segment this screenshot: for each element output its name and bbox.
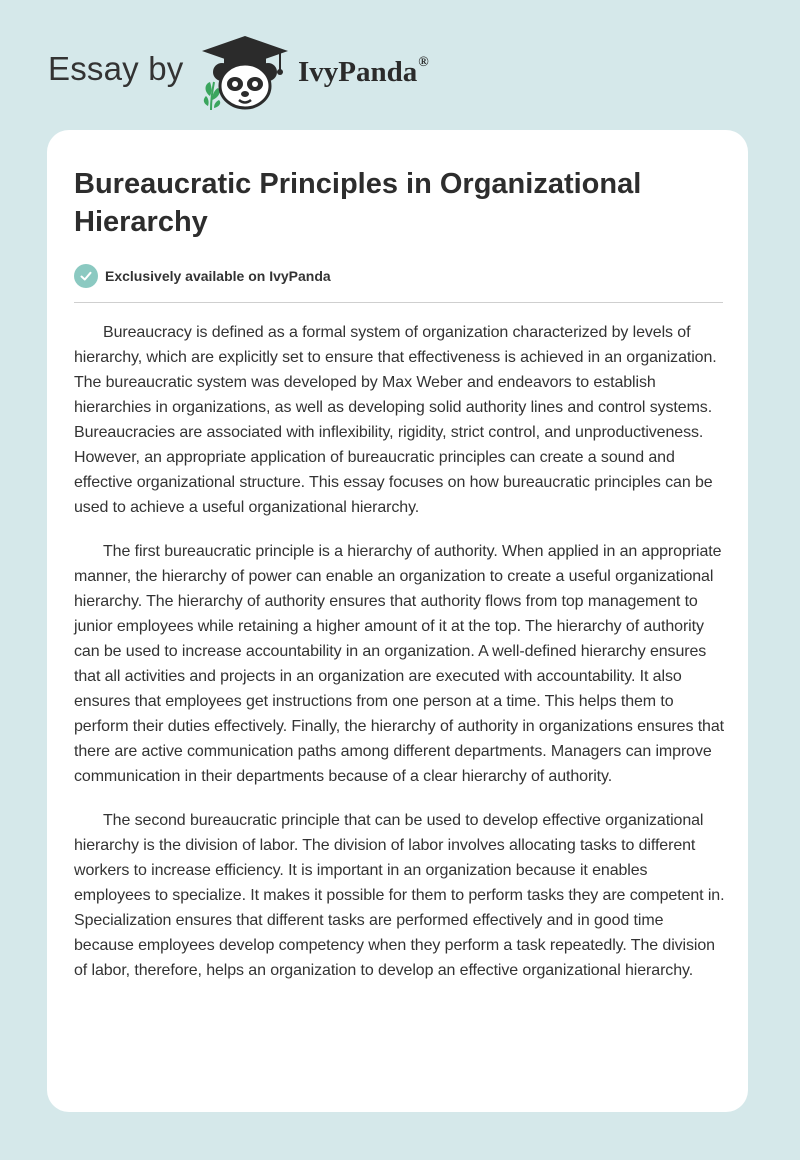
panda-graduate-icon[interactable] — [200, 34, 290, 110]
site-header — [48, 30, 548, 110]
paragraph: The second bureaucratic principle that can be used to develop effective organizational hierarchy is the division of labor. The division of labor involves allocating tasks to different workers to increase efficiency. It is important in an organization because it enables employees to specialize. It makes it possible for them to perform tasks they are competent in. Specialization ensures that different tasks are performed effectively and in good time because employees develop competency when they perform a task repeatedly. The division of labor, therefore, helps an organization to develop an effective organizational hierarchy. — [74, 812, 725, 979]
paragraph: The first bureaucratic principle is a hierarchy of authority. When applied in an appropriate manner, the hierarchy of power can enable an organization to create a useful organizational hierarchy. The hierarchy of authority ensures that authority flows from top management to junior employees while retaining a higher amount of it at the top. The hierarchy of authority can be used to increase accountability in an organization. A well-defined hierarchy ensures that all activities and projects in an organization are executed with accountability. It also ensures that employees get instructions from one person at a time. This helps them to perform their duties effectively. Finally, the hierarchy of authority in organizations ensures that there are active communication paths among different departments. Managers can improve communication in their departments because of a clear hierarchy of authority. — [74, 543, 724, 785]
essay-body — [74, 320, 726, 1002]
exclusive-badge-label: Exclusively available on IvyPanda — [105, 268, 331, 284]
brand-name: IvyPanda — [298, 56, 418, 88]
paragraph: Bureaucracy is defined as a formal system of organization characterized by levels of hierarchy, which are explicitly set to ensure that effectiveness is achieved in an organization. The bureaucratic system was developed by Max Weber and endeavors to establish hierarchies in organizations, as well as developing solid authority lines and control systems. Bureaucracies are associated with inflexibility, rigidity, strict control, and unproductiveness. However, an appropriate application of bureaucratic principles can create a sound and effective organizational structure. This essay focuses on how bureaucratic principles can be used to achieve a useful organizational hierarchy. — [74, 324, 717, 516]
exclusive-badge — [74, 263, 331, 289]
registered-mark: ® — [418, 55, 429, 71]
essay-by-label: Essay by — [48, 50, 184, 87]
divider — [74, 302, 723, 303]
brand-logo-text[interactable] — [298, 56, 429, 89]
essay-title: Bureaucratic Principles in Organizational Hierarchy — [74, 168, 642, 238]
check-icon — [74, 264, 98, 288]
essay-card — [47, 130, 748, 1112]
